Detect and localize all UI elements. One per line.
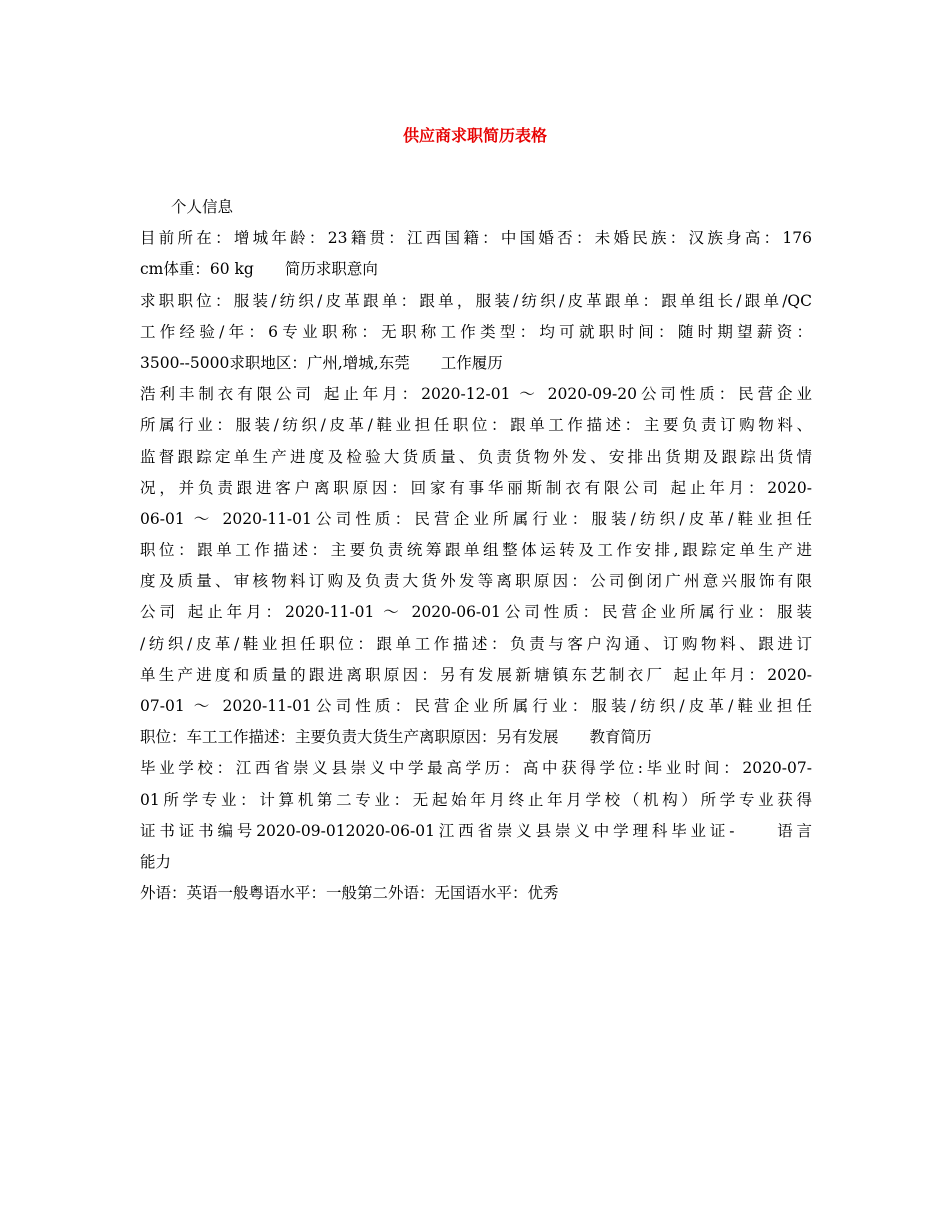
body-line: 毕业学校：江西省崇义县崇义中学最高学历：高中获得学位:毕业时间：2020-07- — [140, 759, 812, 778]
body-line: 3500--5000求职地区：广州,增城,东莞 工作履历 — [140, 353, 503, 372]
body-line: 监督跟踪定单生产进度及检验大货质量、负责货物外发、安排出货期及跟踪出货情 — [140, 447, 812, 466]
document-title: 供应商求职简历表格 — [402, 126, 547, 145]
body-line: 职位：跟单工作描述：主要负责统筹跟单组整体运转及工作安排,跟踪定单生产进 — [140, 541, 812, 560]
document-body — [140, 192, 812, 909]
body-line: 能力 — [140, 852, 172, 871]
body-line: 目前所在：增城年龄：23籍贯：江西国籍：中国婚否：未婚民族：汉族身高：176 — [140, 229, 812, 248]
body-line: 职位：车工工作描述：主要负责大货生产离职原因：另有发展 教育简历 — [140, 728, 652, 747]
body-line: 06-01 ～ 2020-11-01公司性质：民营企业所属行业：服装/纺织/皮革/鞋业担任 — [140, 509, 812, 528]
body-line: 外语：英语一般粤语水平：一般第二外语：无国语水平：优秀 — [140, 884, 559, 903]
body-line: 求职职位：服装/纺织/皮革跟单：跟单，服装/纺织/皮革跟单：跟单组长/跟单/QC — [140, 291, 812, 310]
body-line: 公司 起止年月：2020-11-01 ～ 2020-06-01公司性质：民营企业所属行业：服装 — [140, 603, 812, 622]
body-line: cm体重：60 kg 简历求职意向 — [140, 260, 378, 279]
body-line: 工作经验/年：6专业职称：无职称工作类型：均可就职时间：随时期望薪资： — [140, 322, 812, 341]
body-line: /纺织/皮革/鞋业担任职位：跟单工作描述：负责与客户沟通、订购物料、跟进订 — [140, 634, 812, 653]
body-line: 度及质量、审核物料订购及负责大货外发等离职原因：公司倒闭广州意兴服饰有限 — [140, 572, 812, 591]
body-line: 单生产进度和质量的跟进离职原因：另有发展新塘镇东艺制衣厂 起止年月：2020- — [140, 665, 812, 684]
body-line: 浩利丰制衣有限公司 起止年月：2020-12-01 ～ 2020-09-20公司性质：民营企业 — [140, 385, 812, 404]
body-line: 01所学专业：计算机第二专业：无起始年月终止年月学校（机构）所学专业获得 — [140, 790, 812, 809]
body-line: 况，并负责跟进客户离职原因：回家有事华丽斯制衣有限公司 起止年月：2020- — [140, 478, 812, 497]
body-line: 证书证书编号2020-09-012020-06-01江西省崇义县崇义中学理科毕业证- 语言 — [140, 821, 812, 840]
body-line: 所属行业：服装/纺织/皮革/鞋业担任职位：跟单工作描述：主要负责订购物料、 — [140, 416, 812, 435]
section-heading-personal-info: 个人信息 — [171, 198, 234, 216]
body-line: 07-01 ～ 2020-11-01公司性质：民营企业所属行业：服装/纺织/皮革/鞋业担任 — [140, 697, 812, 715]
